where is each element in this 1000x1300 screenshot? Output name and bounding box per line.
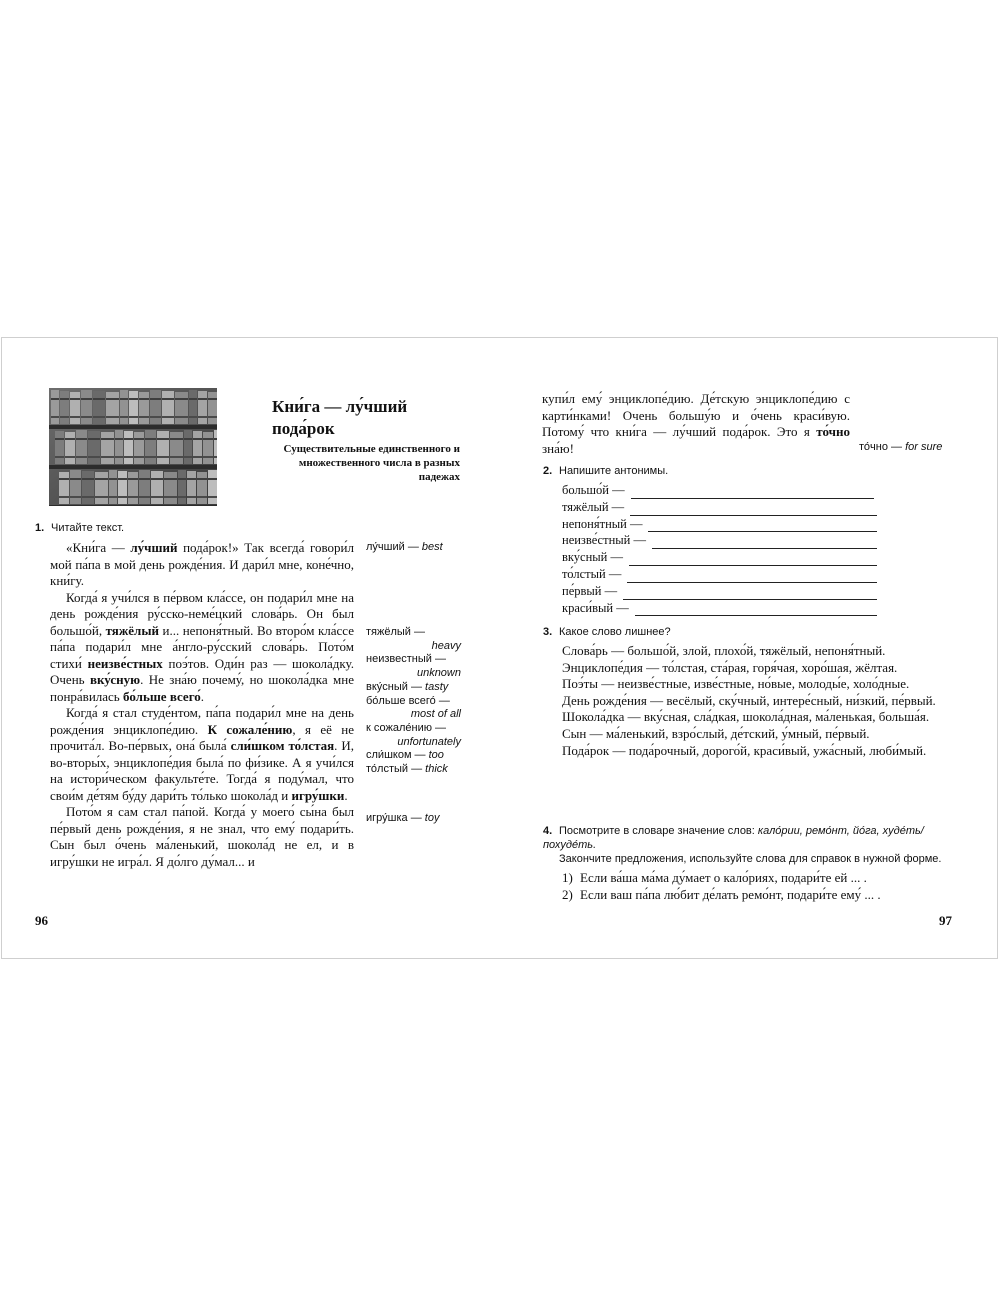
bold-word: лу́чший: [130, 540, 178, 555]
exercise-4-words: кало́рии, ремо́нт, йо́га, худе́ть/похуде́ть.: [543, 825, 924, 851]
exercise-2-heading: 2. Напишите антонимы.: [543, 465, 669, 477]
exercise-4-heading: 4. Посмотрите в словаре значение слов: кало́рии, ремо́нт, йо́га, худе́ть/похуде́ть.: [543, 825, 924, 851]
paragraph: [50, 590, 354, 706]
gloss-unknown-en: unknown: [416, 667, 461, 680]
odd-word-line: Поэ́ты — неизве́стные, изве́стные, но́вые, молоды́е, холо́дные.: [562, 676, 910, 692]
antonym-word: большо́й —: [562, 483, 625, 497]
item-text: Если ваш па́па лю́бит де́лать ремо́нт, подари́те ему́ ... .: [580, 886, 881, 902]
text-run: Когда́ я учи́лся в пе́рвом кла́ссе, он подари́л мне на день рожде́ния ру́сско-неме́цкий слова́рь. Он был большо́й,: [50, 589, 354, 638]
answer-blank[interactable]: [630, 504, 877, 516]
answer-blank[interactable]: [623, 588, 877, 600]
bold-word: вку́сную: [89, 672, 141, 687]
sentence-item: [562, 870, 962, 887]
answer-blank[interactable]: [652, 537, 877, 549]
text-run: Когда́ я стал студе́нтом, па́па подари́л мне на день рожде́ния энциклопе́дию.: [50, 705, 354, 737]
gloss-thick: то́лстый — thick: [366, 763, 448, 776]
exercise-number: 1.: [35, 522, 45, 534]
exercise-3-heading: 3. Какое слово лишнее?: [543, 626, 671, 638]
odd-word-line: День рожде́ния — весёлый, ску́чный, интере́сный, ни́зкий, пе́рвый.: [562, 692, 936, 708]
page-number-left: 96: [35, 913, 48, 928]
exercise-4-items: [562, 870, 962, 903]
antonym-word: неизве́стный —: [562, 533, 646, 548]
antonym-word: пе́рвый —: [562, 583, 618, 598]
antonym-row: [562, 566, 877, 583]
paragraph: [50, 705, 354, 804]
text-run: «Кни́га —: [66, 540, 131, 555]
item-number: 1): [562, 870, 573, 885]
answer-blank[interactable]: [627, 571, 877, 583]
antonym-word: краси́вый —: [562, 600, 629, 615]
antonym-row: [562, 482, 877, 499]
bookshelf-photo: [49, 388, 217, 506]
gloss-unfort-en: unfortunately: [397, 735, 461, 748]
antonym-row: [562, 499, 877, 516]
bold-word: то́чно: [816, 424, 850, 439]
exercise-4-instruction2: Закончите предложения, используйте слова для справок в нужной форме.: [559, 853, 942, 865]
gloss-heavy-en: heavy: [431, 639, 461, 652]
bold-word: К сожале́нию: [207, 721, 293, 737]
left-page: [2, 338, 502, 958]
answer-blank[interactable]: [629, 554, 877, 566]
text-run: поэ́тов. Оди́н раз — шокола́дку. Очень: [50, 655, 354, 687]
text-run: купи́л ему́ энциклопе́дию. Де́тскую энциклопе́дию с карти́нками! Очень большу́ю и о́чень краси́вую. Потому́ что кни́га — лу́чший пода́рок. Это я: [542, 391, 850, 439]
bold-word: игру́шки: [291, 787, 345, 803]
paragraph: [50, 540, 354, 590]
gloss-block: [366, 626, 462, 777]
antonym-word: то́лстый —: [562, 566, 622, 581]
bold-word: сли́шком то́лстая: [230, 738, 335, 753]
gloss-most-ru: бо́льше всего́ —: [366, 694, 450, 707]
text-run: . И, во-вторы́х, энциклопе́дия была́ по фи́зике. А я учи́лся на истори́ческом факульте́те. Тогда́ я поду́мал, что свои́м де́тям бу́ду дари́ть то́лько шокола́д и: [50, 738, 354, 803]
text-run: . Не зна́ю почему́, но шокола́дка мне понра́вилась: [50, 672, 354, 704]
odd-word-line: Шокола́дка — вку́сная, сла́дкая, шокола́дная, ма́ленькая, больша́я.: [562, 709, 930, 725]
text-run: .: [200, 688, 205, 704]
text-run: , я её не прочита́л. Во-пе́рвых, она́ была́: [50, 721, 354, 753]
item-text: Если ва́ша ма́ма ду́мает о кало́риях, подари́те ей ... .: [580, 870, 867, 885]
antonym-word: вку́сный —: [562, 550, 623, 565]
answer-blank[interactable]: [635, 604, 877, 616]
page-number-right: 97: [939, 913, 952, 928]
gloss-best: лу́чший — best: [366, 541, 443, 553]
odd-word-line: Слова́рь — большо́й, злой, плохо́й, тяжёлый, непоня́тный.: [562, 643, 886, 658]
book-spread: [1, 337, 998, 959]
gloss-toy: игру́шка — toy: [366, 812, 440, 824]
gloss-heavy-ru: тяжёлый —: [366, 626, 425, 638]
text-run: Пото́м я сам стал па́пой. Когда́ у моего́ сы́на был пе́рвый день рожде́ния, я не знал, что ему́ подари́ть. Сын был о́чень ма́ленький, шокола́д не ел, и в игру́шки не игра́л. Я до́лго ду́мал... и: [50, 804, 354, 869]
antonym-word: непоня́тный —: [562, 516, 643, 531]
antonym-row: [562, 600, 877, 617]
text-run: пода́рок!» Так всегда́ говори́л мой па́па в мой день рожде́ния. И дари́л мне, коне́чно, кни́гу.: [50, 540, 354, 588]
odd-word-line: Сын — ма́ленький, взро́слый, де́тский, у́мный, пе́рвый.: [562, 725, 870, 741]
gloss-for-sure: то́чно — for sure: [859, 441, 943, 453]
page-subtitle: Существительные единственного и множественного числа в разных падежах: [283, 443, 460, 483]
gloss-unknown-ru: неизвестный —: [366, 653, 446, 666]
gloss-too: сли́шком — too: [366, 749, 444, 762]
text-run: зна́ю!: [542, 440, 574, 456]
bold-word: неизве́стных: [87, 655, 163, 671]
odd-word-line: Энциклопе́дия — то́лстая, ста́рая, горя́чая, хоро́шая, жёлтая.: [562, 659, 898, 675]
antonym-list: [562, 482, 877, 616]
answer-blank[interactable]: [648, 520, 877, 532]
antonym-row: [562, 583, 877, 600]
gloss-unfort-ru: к сожале́нию —: [366, 721, 447, 734]
gloss-most-en: most of all: [410, 708, 461, 721]
antonym-row: [562, 532, 877, 549]
item-number: 2): [562, 886, 573, 902]
gloss-tasty: вку́сный — tasty: [366, 680, 449, 693]
bold-word: бо́льше всего́: [123, 688, 201, 704]
text-run: и... непоня́тный. Во второ́м кла́ссе па́па подари́л мне а́нгло-ру́сский слова́рь. Пото́м стихи́: [50, 622, 354, 671]
answer-blank[interactable]: [631, 487, 874, 499]
reading-text-continuation: [542, 391, 850, 457]
antonym-row: [562, 549, 877, 566]
antonym-word: тяжёлый —: [562, 499, 625, 514]
sentence-item: [562, 887, 962, 904]
page-title: Кни́га — лу́чший пода́рок: [272, 397, 408, 438]
antonym-row: [562, 516, 877, 533]
text-run: .: [344, 787, 348, 803]
reading-text: [50, 540, 354, 870]
bold-word: тяжёлый: [105, 622, 159, 638]
exercise-1-heading: [35, 521, 124, 535]
right-page: [502, 338, 999, 958]
paragraph: [50, 804, 354, 870]
exercise-instruction: Читайте текст.: [51, 522, 125, 534]
odd-word-line: Пода́рок — пода́рочный, дорого́й, краси́вый, ужа́сный, люби́мый.: [562, 742, 927, 758]
odd-word-list: [546, 643, 950, 759]
